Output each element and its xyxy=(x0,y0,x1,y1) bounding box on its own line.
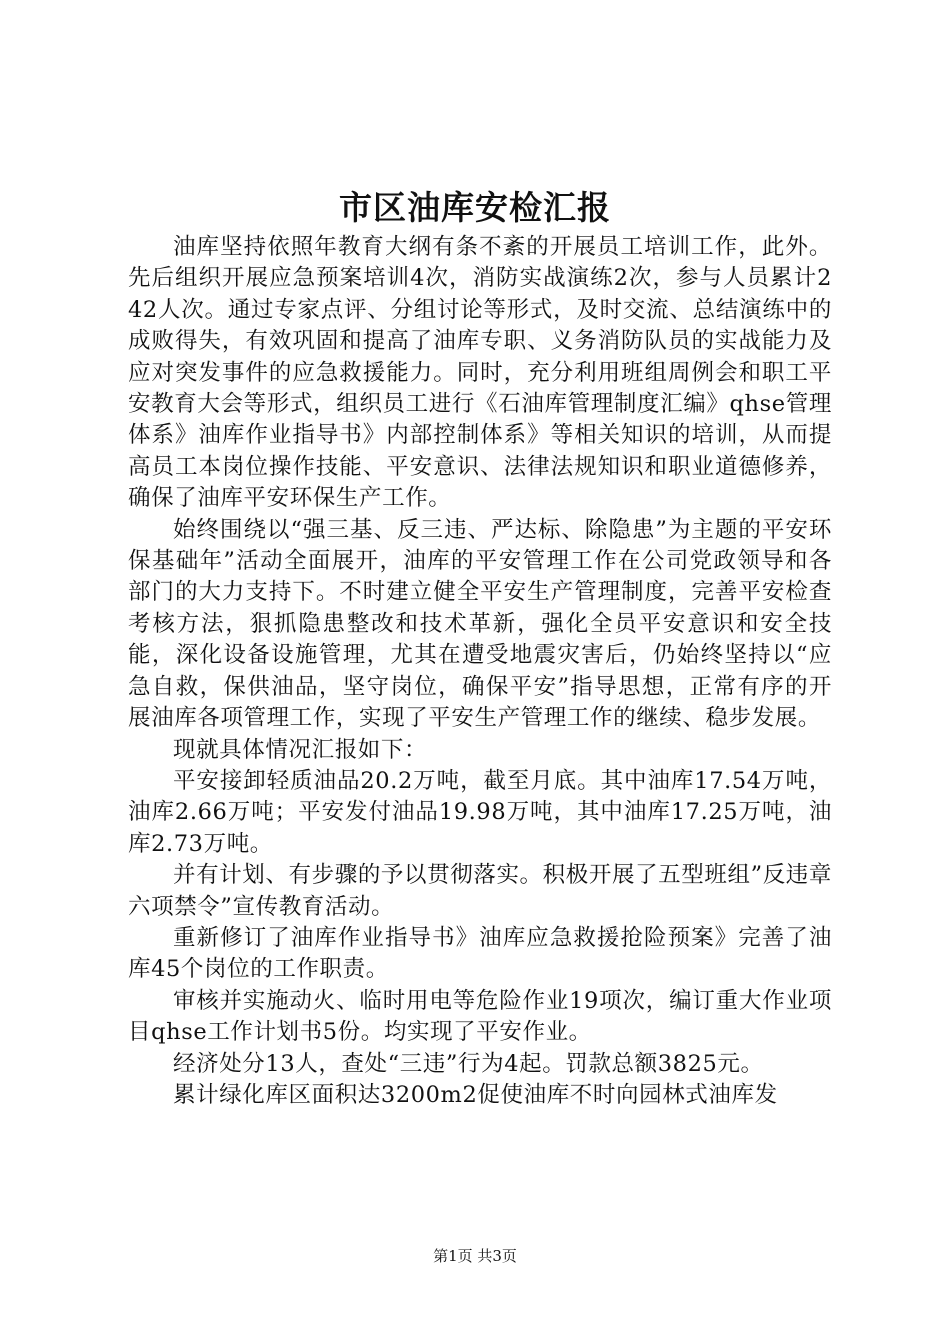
paragraph-implementation: 并有计划、有步骤的予以贯彻落实。积极开展了五型班组”反违章六项禁令”宣传教育活动。 xyxy=(128,862,832,920)
paragraph-greening: 累计绿化库区面积达3200m2促使油库不时向园林式油库发 xyxy=(173,1081,778,1108)
paragraph-training: 油库坚持依照年教育大纲有条不紊的开展员工培训工作，此外。先后组织开展应急预案培训4次，消防实战演练2次，参与人员累计242人次。通过专家点评、分组讨论等形式，及时交流、总结演练中的成败得失，有效巩固和提高了油库专职、义务消防队员的实战能力及应对突发事件的应急救援能力。同时，充分利用班组周例会和职工平安教育大会等形式，组织员工进行《石油库管理制度汇编》qhse管理体系》油库作业指导书》内部控制体系》等相关知识的培训，从而提高员工本岗位操作技能、平安意识、法律法规知识和职业道德修养，确保了油库平安环保生产工作。 xyxy=(128,234,832,512)
document-body xyxy=(128,232,832,1111)
paragraph-guidelines: 重新修订了油库作业指导书》油库应急救援抢险预案》完善了油库45个岗位的工作职责。 xyxy=(128,924,832,983)
paragraph-penalties: 经济处分13人，查处“三违”行为4起。罚款总额3825元。 xyxy=(173,1050,764,1077)
paragraph-safety-theme: 始终围绕以“强三基、反三违、严达标、除隐患”为主题的平安环保基础年”活动全面展开，油库的平安管理工作在公司党政领导和各部门的大力支持下。不时建立健全平安生产管理制度，完善平安检查考核方法，狠抓隐患整改和技术革新，强化全员平安意识和安全技能，深化设备设施管理，尤其在遭受地震灾害后，仍始终坚持以“应急自救，保供油品，坚守岗位，确保平安”指导思想，正常有序的开展油库各项管理工作，实现了平安生产管理工作的继续、稳步发展。 xyxy=(128,516,832,732)
paragraph-oil-volume: 平安接卸轻质油品20.2万吨，截至月底。其中油库17.54万吨，油库2.66万吨；平安发付油品19.98万吨，其中油库17.25万吨，油库2.73万吨。 xyxy=(128,767,832,857)
paragraph-hazardous-work: 审核并实施动火、临时用电等危险作业19项次，编订重大作业项目qhse工作计划书5份。均实现了平安作业。 xyxy=(128,987,832,1046)
document-title: 市区油库安检汇报 xyxy=(339,188,611,227)
paragraph-report-intro: 现就具体情况汇报如下： xyxy=(173,736,428,763)
page-number-footer: 第1页 共3页 xyxy=(433,1247,517,1265)
